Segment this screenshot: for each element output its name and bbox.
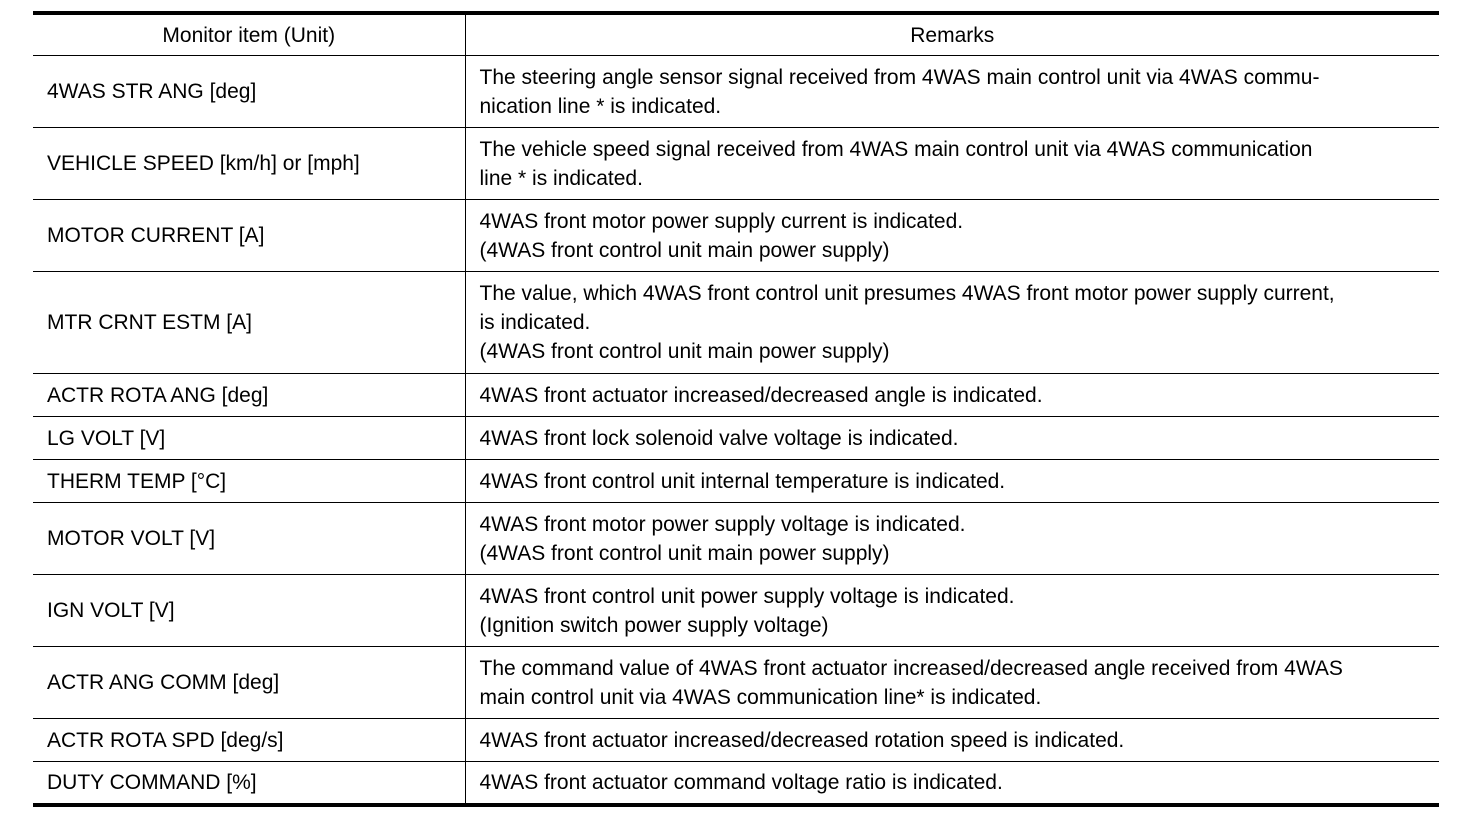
monitor-item-cell: MOTOR CURRENT [A] xyxy=(33,200,465,272)
table-row xyxy=(33,719,1439,762)
table-row xyxy=(33,575,1439,647)
remarks-cell: 4WAS front actuator increased/decreased angle is indicated. xyxy=(465,374,1439,417)
monitor-item-cell: ACTR ROTA SPD [deg/s] xyxy=(33,719,465,762)
monitor-item-cell: THERM TEMP [°C] xyxy=(33,460,465,503)
monitor-item-cell: DUTY COMMAND [%] xyxy=(33,762,465,805)
monitor-item-cell: LG VOLT [V] xyxy=(33,417,465,460)
table-row xyxy=(33,56,1439,128)
monitor-item-table xyxy=(33,11,1439,807)
remarks-cell: The steering angle sensor signal received from 4WAS main control unit via 4WAS commu- nication line * is indicated. xyxy=(465,56,1439,128)
remarks-cell: 4WAS front actuator command voltage ratio is indicated. xyxy=(465,762,1439,805)
table-row xyxy=(33,417,1439,460)
header-remarks: Remarks xyxy=(465,13,1439,56)
table-row xyxy=(33,128,1439,200)
header-monitor-item: Monitor item (Unit) xyxy=(33,13,465,56)
monitor-item-cell: VEHICLE SPEED [km/h] or [mph] xyxy=(33,128,465,200)
remarks-cell: 4WAS front motor power supply voltage is indicated. (4WAS front control unit main power supply) xyxy=(465,503,1439,575)
remarks-cell: 4WAS front control unit internal temperature is indicated. xyxy=(465,460,1439,503)
table-row xyxy=(33,503,1439,575)
table-row xyxy=(33,374,1439,417)
monitor-item-cell: MTR CRNT ESTM [A] xyxy=(33,272,465,374)
remarks-cell: The vehicle speed signal received from 4WAS main control unit via 4WAS communication line * is indicated. xyxy=(465,128,1439,200)
table-row xyxy=(33,647,1439,719)
monitor-item-cell: 4WAS STR ANG [deg] xyxy=(33,56,465,128)
remarks-cell: 4WAS front actuator increased/decreased rotation speed is indicated. xyxy=(465,719,1439,762)
remarks-cell: The command value of 4WAS front actuator increased/decreased angle received from 4WAS main control unit via 4WAS communication line* is indicated. xyxy=(465,647,1439,719)
remarks-cell: 4WAS front control unit power supply voltage is indicated. (Ignition switch power supply voltage) xyxy=(465,575,1439,647)
table-header-row xyxy=(33,13,1439,56)
remarks-cell: The value, which 4WAS front control unit presumes 4WAS front motor power supply current, is indicated. (4WAS front control unit main power supply) xyxy=(465,272,1439,374)
remarks-cell: 4WAS front motor power supply current is indicated. (4WAS front control unit main power supply) xyxy=(465,200,1439,272)
monitor-item-cell: MOTOR VOLT [V] xyxy=(33,503,465,575)
table-row xyxy=(33,272,1439,374)
monitor-item-cell: IGN VOLT [V] xyxy=(33,575,465,647)
monitor-item-cell: ACTR ANG COMM [deg] xyxy=(33,647,465,719)
remarks-cell: 4WAS front lock solenoid valve voltage is indicated. xyxy=(465,417,1439,460)
table-row xyxy=(33,762,1439,805)
monitor-item-cell: ACTR ROTA ANG [deg] xyxy=(33,374,465,417)
table-row xyxy=(33,460,1439,503)
table-row xyxy=(33,200,1439,272)
